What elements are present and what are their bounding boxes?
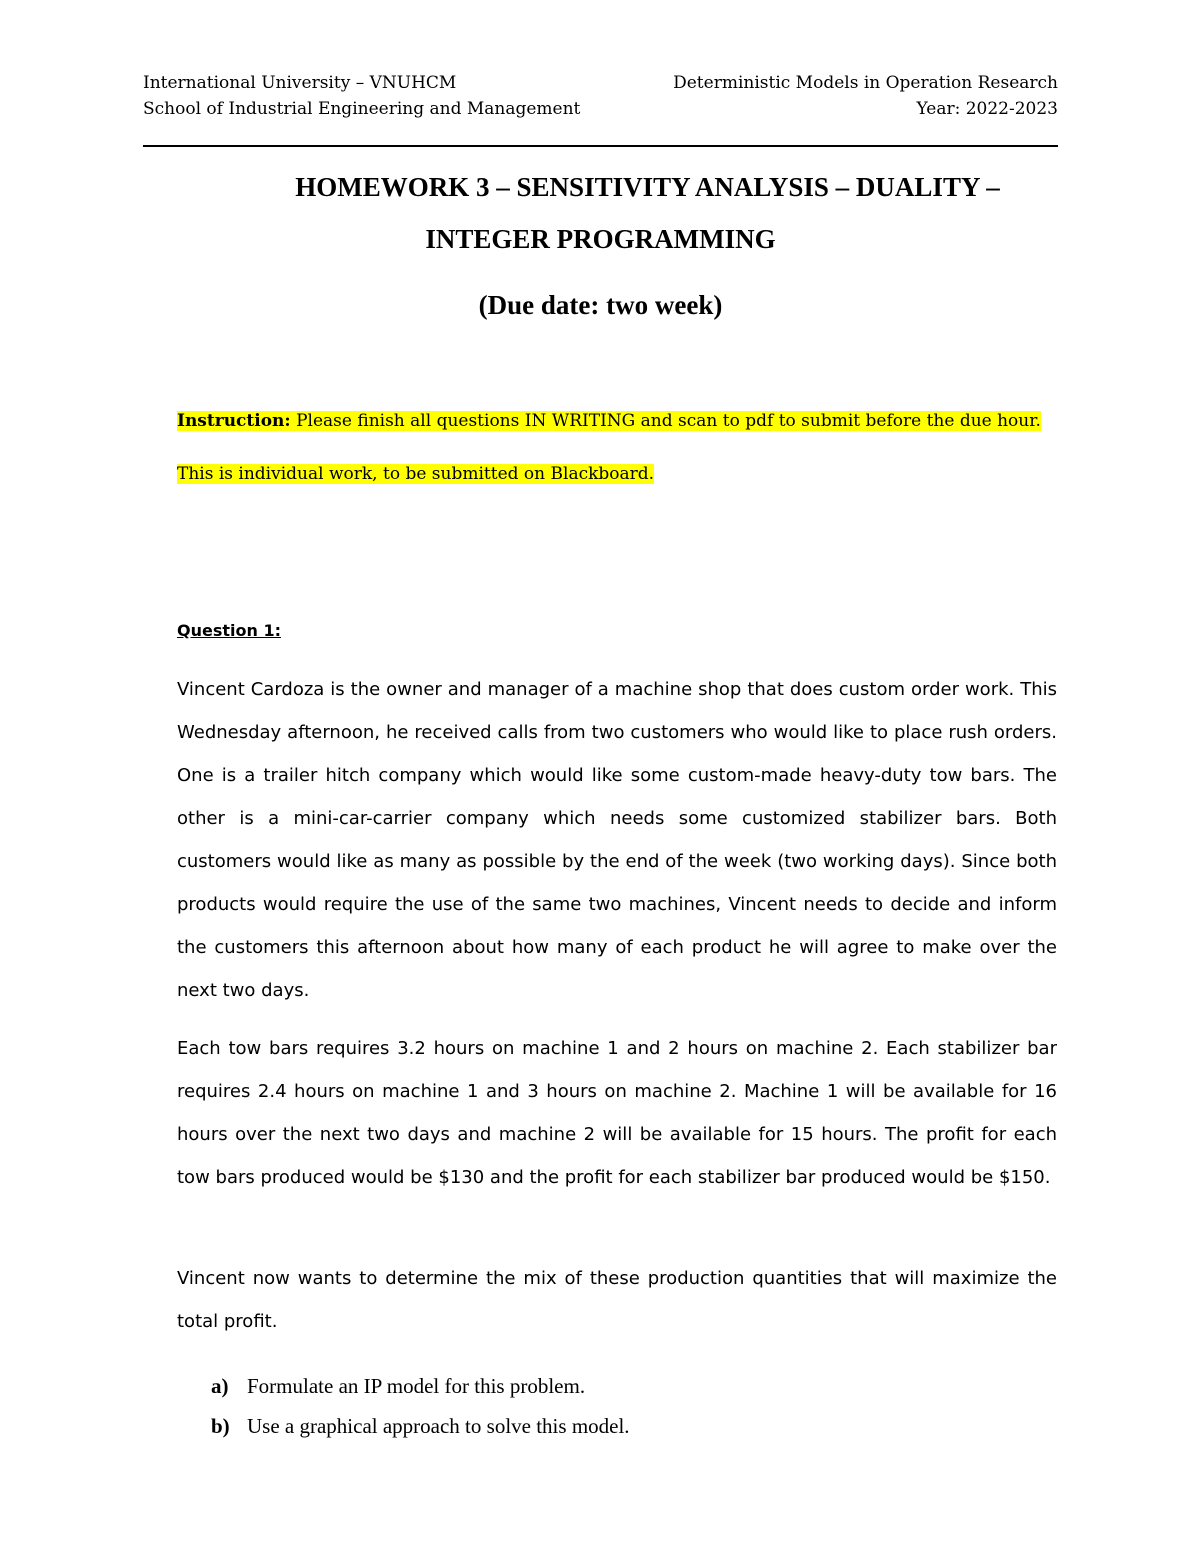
instruction-line-2 — [177, 462, 654, 486]
question-1-paragraph-2: Each tow bars requires 3.2 hours on machine 1 and 2 hours on machine 2. Each stabilizer bar requires 2.4 hours on machine 1 and 3 hours on machine 2. Machine 1 will be available for 16 hours over the next two days and machine 2 will be available for 15 hours. The profit for each tow bars produced would be $130 and the profit for each stabilizer bar produced would be $150. — [177, 1038, 1057, 1188]
title-line-2: INTEGER PROGRAMMING — [425, 224, 776, 254]
school-name: School of Industrial Engineering and Management — [143, 99, 581, 119]
instruction-individual-work: This is individual work, to be submitted on Blackboard. — [177, 464, 655, 484]
question-1-paragraph-3: Vincent now wants to determine the mix of these production quantities that will maximize the total profit. — [177, 1268, 1057, 1332]
title-line-1: HOMEWORK 3 – SENSITIVITY ANALYSIS – DUALITY – — [295, 172, 1000, 202]
header-divider — [143, 145, 1058, 147]
due-date: (Due date: two week) — [478, 290, 723, 320]
course-name: Deterministic Models in Operation Research — [673, 73, 1058, 93]
instruction-text: Please finish all questions IN WRITING and scan to pdf to submit before the due hour. — [290, 411, 1041, 431]
question-1-heading: Question 1: — [177, 621, 281, 640]
question-1-subitems — [211, 1366, 630, 1446]
item-label: a) — [211, 1374, 229, 1398]
item-text: Formulate an IP model for this problem. — [247, 1374, 586, 1398]
academic-year: Year: 2022-2023 — [916, 99, 1058, 119]
item-text: Use a graphical approach to solve this model. — [247, 1414, 630, 1438]
header-right — [673, 70, 1058, 122]
header-left — [143, 70, 580, 122]
question-1-paragraph-1: Vincent Cardoza is the owner and manager of a machine shop that does custom order work. This Wednesday afternoon, he received calls from two customers who would like to place rush orders. One is a trailer hitch company which would like some custom-made heavy-duty tow bars. The other is a mini-car-carrier company which needs some customized stabilizer bars. Both customers would like as many as possible by the end of the week (two working days). Since both products would require the use of the same two machines, Vincent needs to decide and inform the customers this afternoon about how many of each product he will agree to make over the next two days. — [177, 679, 1057, 1001]
university-name: International University – VNUHCM — [143, 73, 457, 93]
instruction-label: Instruction: — [177, 411, 291, 431]
list-item — [211, 1406, 630, 1446]
instruction-line-1 — [177, 409, 1041, 433]
item-label: b) — [211, 1414, 230, 1438]
list-item — [211, 1366, 630, 1406]
